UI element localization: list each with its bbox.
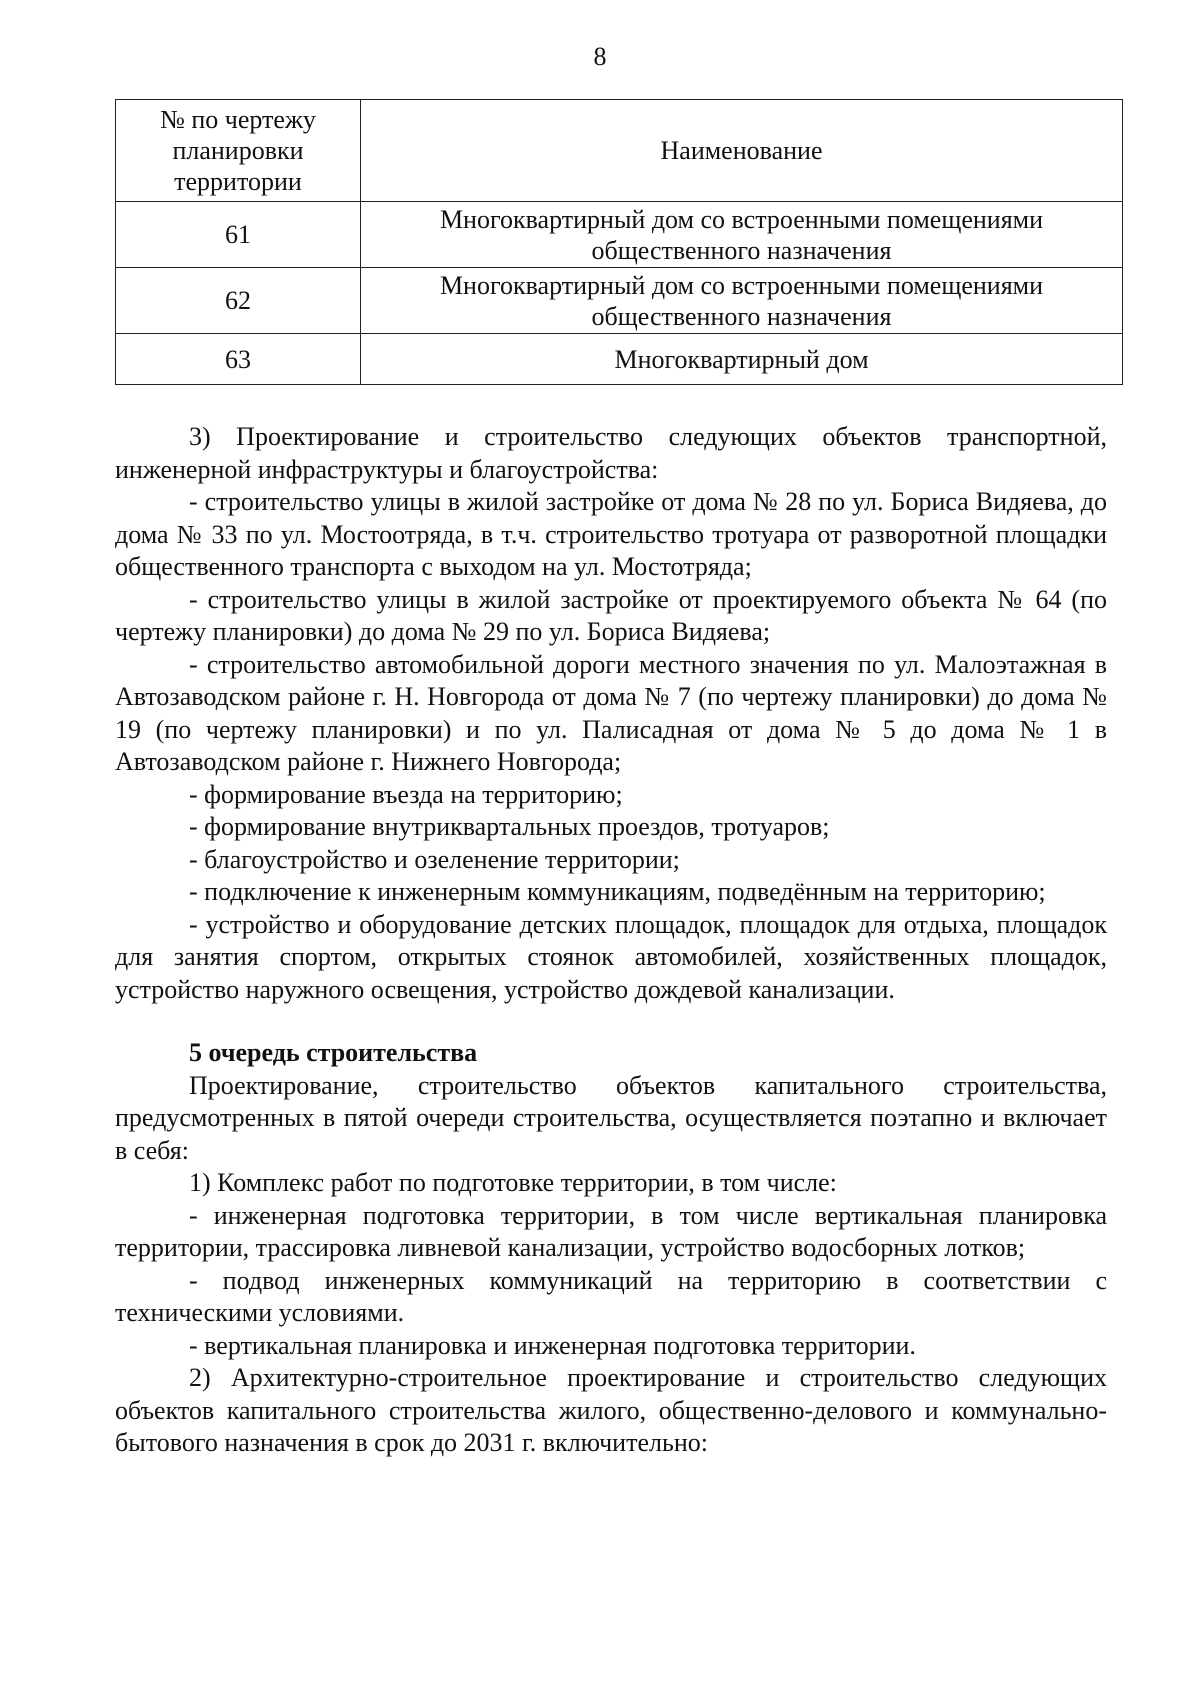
list-item: - подвод инженерных коммуникаций на территорию в соответствии с техническими условиями. (115, 1265, 1107, 1327)
list-item: - строительство автомобильной дороги местного значения по ул. Малоэтажная в Автозаводском районе г. Н. Новгорода от дома № 7 (по чертежу планировки) до дома № 19 (по чертежу планировки) и по ул. Палисадная от дома № 5 до дома № 1 в Автозаводском районе г. Нижнего Новгорода; (115, 649, 1107, 776)
page-number: 8 (593, 42, 607, 71)
list-item: - инженерная подготовка территории, в том числе вертикальная планировка территории, трассировка ливневой канализации, устройство водосборных лотков; (115, 1200, 1107, 1262)
document-body (115, 421, 1107, 1460)
list-item: - формирование въезда на территорию; (189, 779, 623, 809)
table-row (116, 334, 1123, 385)
header-number: № по чертежу планировки территории (116, 100, 361, 202)
list-item: - строительство улицы в жилой застройке от дома № 28 по ул. Бориса Видяева, до дома № 33 по ул. Мостоотряда, в т.ч. строительство тротуара от разворотной площадки общественного транспорта с выходом на ул. Мостотряда; (115, 487, 1107, 581)
row-number: 62 (116, 268, 361, 334)
list-item: - вертикальная планировка и инженерная подготовка территории. (189, 1330, 916, 1360)
list-item: - благоустройство и озеленение территории; (189, 844, 680, 874)
table-row (116, 268, 1123, 334)
list-item: - подключение к инженерным коммуникациям, подведённым на территорию; (189, 877, 1046, 906)
list-item: - формирование внутриквартальных проездов, тротуаров; (189, 812, 830, 841)
row-name: Многоквартирный дом со встроенными помещениями общественного назначения (361, 268, 1123, 334)
list-item: - строительство улицы в жилой застройке от проектируемого объекта № 64 (по чертежу планировки) до дома № 29 по ул. Бориса Видяева; (115, 584, 1107, 646)
row-name: Многоквартирный дом со встроенными помещениями общественного назначения (361, 202, 1123, 268)
header-name: Наименование (361, 100, 1123, 202)
table-row (116, 202, 1123, 268)
table-header-row (116, 100, 1123, 202)
paragraph: Проектирование, строительство объектов капитального строительства, предусмотренных в пятой очереди строительства, осуществляется поэтапно и включает в себя: (115, 1070, 1107, 1165)
paragraph: 1) Комплекс работ по подготовке территории, в том числе: (189, 1168, 837, 1197)
paragraph: 3) Проектирование и строительство следующих объектов транспортной, инженерной инфраструктуры и благоустройства: (115, 422, 1107, 484)
row-number: 61 (116, 202, 361, 268)
row-name: Многоквартирный дом (361, 334, 1123, 385)
section-heading: 5 очередь строительства (189, 1038, 478, 1067)
row-number: 63 (116, 334, 361, 385)
paragraph: 2) Архитектурно-строительное проектирование и строительство следующих объектов капитального строительства жилого, общественно-делового и коммунально-бытового назначения в срок до 2031 г. включительно: (115, 1363, 1107, 1457)
list-item: - устройство и оборудование детских площадок, площадок для отдыха, площадок для занятия спортом, открытых стоянок автомобилей, хозяйственных площадок, устройство наружного освещения, устройство дождевой канализации. (115, 909, 1107, 1004)
objects-table (115, 99, 1123, 385)
